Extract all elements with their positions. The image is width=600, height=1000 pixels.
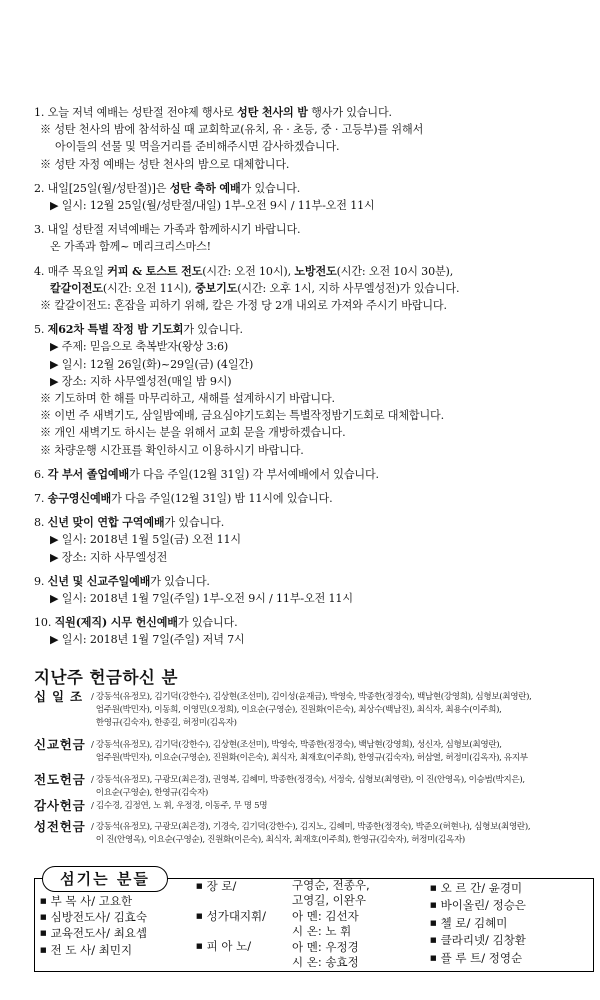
- notice-item: [34, 321, 586, 459]
- notice-text: ▶ 일시: 2018년 1월 5일(금) 오전 11시: [50, 533, 241, 547]
- notice-line: [34, 121, 586, 138]
- servers-col-2-names: [292, 878, 370, 970]
- server-row: ■ 부 목 사/ 고요한: [40, 894, 133, 908]
- notice-text: 4. 매주 목요일: [34, 264, 108, 278]
- notice-emphasis: 송구영신예배: [47, 492, 112, 506]
- notice-text: 가 있습니다.: [164, 516, 225, 530]
- notice-text: ※ 칼갈이전도: 혼잡을 피하기 위해, 칼은 가정 당 2개 내외로 가져와 주시기 바랍니다.: [40, 299, 447, 313]
- servers-title: 섬기는 분들: [42, 866, 168, 892]
- offering-names-line: / 강동석(유정모), 김기덕(강한수), 김상현(조선미), 김이성(윤재금), 박영숙, 박종한(정경숙), 백남현(강영희), 심형보(최영란),: [91, 692, 532, 702]
- notice-emphasis: 직원(제직) 시무 헌신예배: [54, 616, 178, 630]
- notice-item: [34, 573, 586, 607]
- offering-names-line: / 강동석(유정모), 구광모(최은경), 권영복, 김혜미, 박종한(정경숙), 서정숙, 심형보(최영란), 이 진(안영옥), 이승범(박지은),: [91, 775, 525, 785]
- server-row: ■ 피 아 노/: [196, 939, 252, 953]
- server-name: 고요한: [98, 894, 133, 908]
- notice-line: [34, 338, 586, 355]
- servers-col-3: [430, 880, 526, 967]
- notice-text: 가 있습니다.: [177, 616, 238, 630]
- server-row: ■ 오 르 간/ 윤경미: [430, 881, 523, 895]
- server-name: 최민지: [98, 942, 133, 957]
- notice-item: [34, 614, 586, 648]
- notices-section: [34, 104, 586, 656]
- server-row: ■ 교육전도사/ 최요셉: [40, 926, 148, 941]
- notice-line: [34, 531, 586, 548]
- server-role: 전 도 사/: [50, 942, 96, 957]
- notice-text: ▶ 일시: 2018년 1월 7일(주일) 1부-오전 9시 / 11부-오전 11시: [50, 592, 353, 606]
- notice-line: [34, 373, 586, 390]
- notice-line: [34, 321, 586, 338]
- notice-line: [34, 197, 586, 214]
- notice-item: [34, 466, 586, 483]
- offering-names: [91, 739, 591, 765]
- notice-line: [34, 104, 586, 121]
- notice-line: [34, 280, 586, 297]
- server-row: ■ 전 도 사/ 최민지: [40, 942, 133, 957]
- notice-line: [34, 407, 586, 424]
- offering-names-line: 이 진(안영옥), 이요순(구영순), 진원화(이은숙), 최식자, 최재호(이주희), 한영규(김숙자), 허정미(김옥자): [91, 835, 465, 845]
- offering-names-line: 엄주원(박민자), 이요순(구영순), 진원화(이은숙), 최식자, 최재호(이주희), 한영규(김숙자), 허삼열, 허정미(김옥자), 유지부: [91, 753, 528, 763]
- offering-category-label: 십 일 조: [34, 689, 83, 704]
- offering-names-line: 엄주원(박민자), 이동희, 이영민(오정희), 이요순(구영순), 진원화(이은숙), 최상수(백남진), 최식자, 최용수(이주희),: [91, 705, 502, 715]
- notice-text: 7.: [34, 492, 48, 506]
- notice-line: [34, 263, 586, 280]
- server-role: 첼 로/: [440, 915, 471, 930]
- notice-line: [34, 573, 586, 590]
- notice-text: ※ 이번 주 새벽기도, 삼일밤예배, 금요심야기도회는 특별작정밤기도회로 대체합니다.: [40, 409, 444, 423]
- server-role: 플 루 트/: [440, 950, 486, 965]
- server-role: 성가대지휘/: [206, 909, 267, 923]
- server-row: ■ 성가대지휘/: [196, 909, 267, 923]
- notice-emphasis: 노방전도: [294, 264, 337, 278]
- offering-names: [91, 800, 591, 813]
- offering-category-label: 전도헌금: [34, 772, 86, 787]
- notice-item: [34, 490, 586, 507]
- notice-text: 6.: [34, 467, 48, 481]
- notice-line: [34, 514, 586, 531]
- server-name: 정영순: [488, 950, 523, 965]
- notice-line: [34, 390, 586, 407]
- notice-text: ※ 성탄 자정 예배는 성탄 천사의 밤으로 대체합니다.: [40, 157, 290, 171]
- notice-text: 가 있습니다.: [240, 181, 301, 195]
- server-role: 클라리넷/: [440, 933, 489, 948]
- notice-line: [34, 549, 586, 566]
- server-name: 김창환: [492, 933, 526, 948]
- offering-names-line: / 강동석(유정모), 구광모(최은경), 기경숙, 김기덕(강한수), 김지노, 김혜미, 박종한(정경숙), 박준오(허현나), 심형보(최영란),: [91, 822, 531, 832]
- notice-text: ※ 개인 새벽기도 하시는 분을 위해서 교회 문을 개방하겠습니다.: [40, 426, 346, 440]
- notice-line: [34, 356, 586, 373]
- server-role: 부 목 사/: [50, 894, 96, 908]
- offering-names-line: 이요순(구영순), 한영규(김숙자): [91, 788, 208, 798]
- server-name: 윤경미: [488, 881, 523, 895]
- notice-text: (시간: 오전 10시),: [202, 264, 295, 278]
- notice-line: [34, 424, 586, 441]
- notice-text: ▶ 주제: 믿음으로 축복받자(왕상 3:6): [50, 340, 229, 354]
- notice-text: 가 있습니다.: [183, 323, 243, 337]
- notice-emphasis: 칼갈이전도: [50, 281, 103, 295]
- server-row: ■ 바이올린/ 정승은: [430, 898, 526, 913]
- notice-text: ▶ 장소: 지하 사무엘성전(매일 밤 9시): [50, 374, 232, 388]
- notice-text: (시간: 오전 11시),: [102, 281, 195, 295]
- notice-line: [34, 297, 586, 314]
- server-name: 최요셉: [113, 926, 148, 941]
- offering-names: [91, 774, 591, 800]
- server-name: 아 멘: 김선자: [292, 908, 359, 923]
- notice-text: 1. 오늘 저녁 예배는 성탄절 전야제 행사로: [34, 106, 237, 119]
- offering-category-label: 신교헌금: [34, 737, 86, 752]
- notice-emphasis: 신년 맞이 연합 구역예배: [47, 516, 165, 530]
- offering-names-line: 한영규(김숙자), 한종길, 허정미(김옥자): [91, 718, 237, 728]
- notice-line: [34, 466, 586, 483]
- server-row: ■ 장 로/: [196, 879, 237, 893]
- offering-names: [91, 691, 591, 730]
- notice-text: 아이들의 선물 및 먹을거리를 준비해주시면 감사하겠습니다.: [55, 140, 340, 154]
- notice-line: [34, 221, 586, 238]
- notice-line: [34, 138, 586, 155]
- notice-text: ▶ 일시: 12월 25일(월/성탄절/내일) 1부-오전 9시 / 11부-오전 11시: [50, 199, 375, 213]
- notice-item: [34, 104, 586, 173]
- server-name: 아 멘: 우정경: [292, 939, 359, 954]
- server-row: ■ 첼 로/ 김혜미: [430, 915, 508, 930]
- notice-text: ※ 기도하며 한 해를 마무리하고, 새해를 설계하시기 바랍니다.: [40, 392, 335, 406]
- notice-text: ※ 성탄 천사의 밤에 참석하실 때 교회학교(유치, 유 · 초등, 중 · 고등부)를 위해서: [40, 123, 424, 137]
- notice-text: ▶ 일시: 2018년 1월 7일(주일) 저녁 7시: [50, 633, 245, 647]
- server-role: 바이올린/: [440, 898, 489, 913]
- notice-text: 8.: [34, 516, 48, 530]
- notice-item: [34, 180, 586, 214]
- notice-text: (시간: 오후 1시, 지하 사무엘성전)가 있습니다.: [237, 281, 460, 295]
- server-role: 심방전도사/: [50, 910, 111, 925]
- servers-col-1: [40, 893, 147, 958]
- notice-line: [34, 614, 586, 631]
- notice-emphasis: 커피 & 토스트 전도: [107, 264, 203, 278]
- notice-item: [34, 514, 586, 566]
- notice-text: ▶ 일시: 12월 26일(화)~29일(금) (4일간): [50, 357, 254, 371]
- offering-names-line: / 김수경, 김정연, 노 휘, 우정경, 이동주, 무 명 5명: [91, 801, 268, 811]
- server-role: 오 르 간/: [440, 881, 486, 895]
- server-name: 구영순, 전종우,: [292, 878, 370, 892]
- server-name: 시 온: 노 휘: [292, 924, 352, 939]
- notice-text: 3. 내일 성탄절 저녁예배는 가족과 함께하시기 바랍니다.: [34, 223, 301, 237]
- notice-line: [34, 590, 586, 607]
- server-row: ■ 플 루 트/ 정영순: [430, 950, 523, 965]
- server-role: 피 아 노/: [206, 939, 252, 953]
- servers-col-2-roles: [196, 878, 266, 968]
- notice-emphasis: 신년 및 신교주일예배: [47, 574, 151, 588]
- notice-text: ▶ 장소: 지하 사무엘성전: [50, 550, 168, 564]
- server-row: ■ 심방전도사/ 김효숙: [40, 910, 148, 925]
- notice-line: [34, 442, 586, 459]
- notice-line: [34, 180, 586, 197]
- server-role: 교육전도사/: [50, 926, 111, 941]
- notice-text: 5.: [34, 323, 48, 337]
- notice-line: [34, 631, 586, 648]
- notice-line: [34, 490, 586, 507]
- notice-emphasis: 중보기도: [194, 281, 238, 295]
- notice-text: 10.: [34, 616, 55, 630]
- notice-emphasis: 성탄 축하 예배: [169, 181, 241, 195]
- notice-text: 2. 내일[25일(월/성탄절)]은: [34, 181, 170, 195]
- notice-emphasis: 성탄 천사의 밤: [237, 106, 308, 119]
- server-name: 시 온: 송효정: [292, 955, 359, 970]
- server-name: 김혜미: [474, 915, 508, 930]
- notice-text: (시간: 오전 10시 30분),: [336, 264, 454, 278]
- notice-text: 9.: [34, 574, 48, 588]
- server-name: 김효숙: [113, 910, 148, 925]
- offerings-title: 지난주 헌금하신 분: [34, 668, 179, 687]
- offering-names-line: / 강동석(유정모), 김기덕(강한수), 김상현(조선미), 박영숙, 박종한(정경숙), 백남현(강영희), 성신자, 심형보(최영란),: [91, 740, 502, 750]
- notice-text: 행사가 있습니다.: [307, 106, 392, 119]
- offering-category-label: 감사헌금: [34, 798, 86, 813]
- offering-names: [91, 821, 591, 847]
- offering-category-label: 성전헌금: [34, 819, 86, 834]
- notice-text: 가 다음 주일(12월 31일) 밤 11시에 있습니다.: [111, 492, 333, 506]
- notice-line: [34, 238, 586, 255]
- server-role: 장 로/: [206, 879, 237, 893]
- notice-line: [34, 156, 586, 173]
- server-row: ■ 클라리넷/ 김창환: [430, 933, 526, 948]
- notice-text: ※ 차량운행 시간표를 확인하시고 이용하시기 바랍니다.: [40, 443, 304, 457]
- notice-item: [34, 263, 586, 315]
- notice-item: [34, 221, 586, 255]
- server-name: 정승은: [492, 898, 526, 913]
- notice-emphasis: 각 부서 졸업예배: [47, 467, 130, 481]
- notice-text: 가 있습니다.: [150, 574, 210, 588]
- notice-text: 가 다음 주일(12월 31일) 각 부서예배에서 있습니다.: [129, 467, 379, 481]
- notice-text: 온 가족과 함께~ 메리크리스마스!: [50, 240, 211, 254]
- server-name: 고영길, 이완우: [292, 893, 366, 908]
- notice-emphasis: 제62차 특별 작정 밤 기도회: [47, 323, 184, 337]
